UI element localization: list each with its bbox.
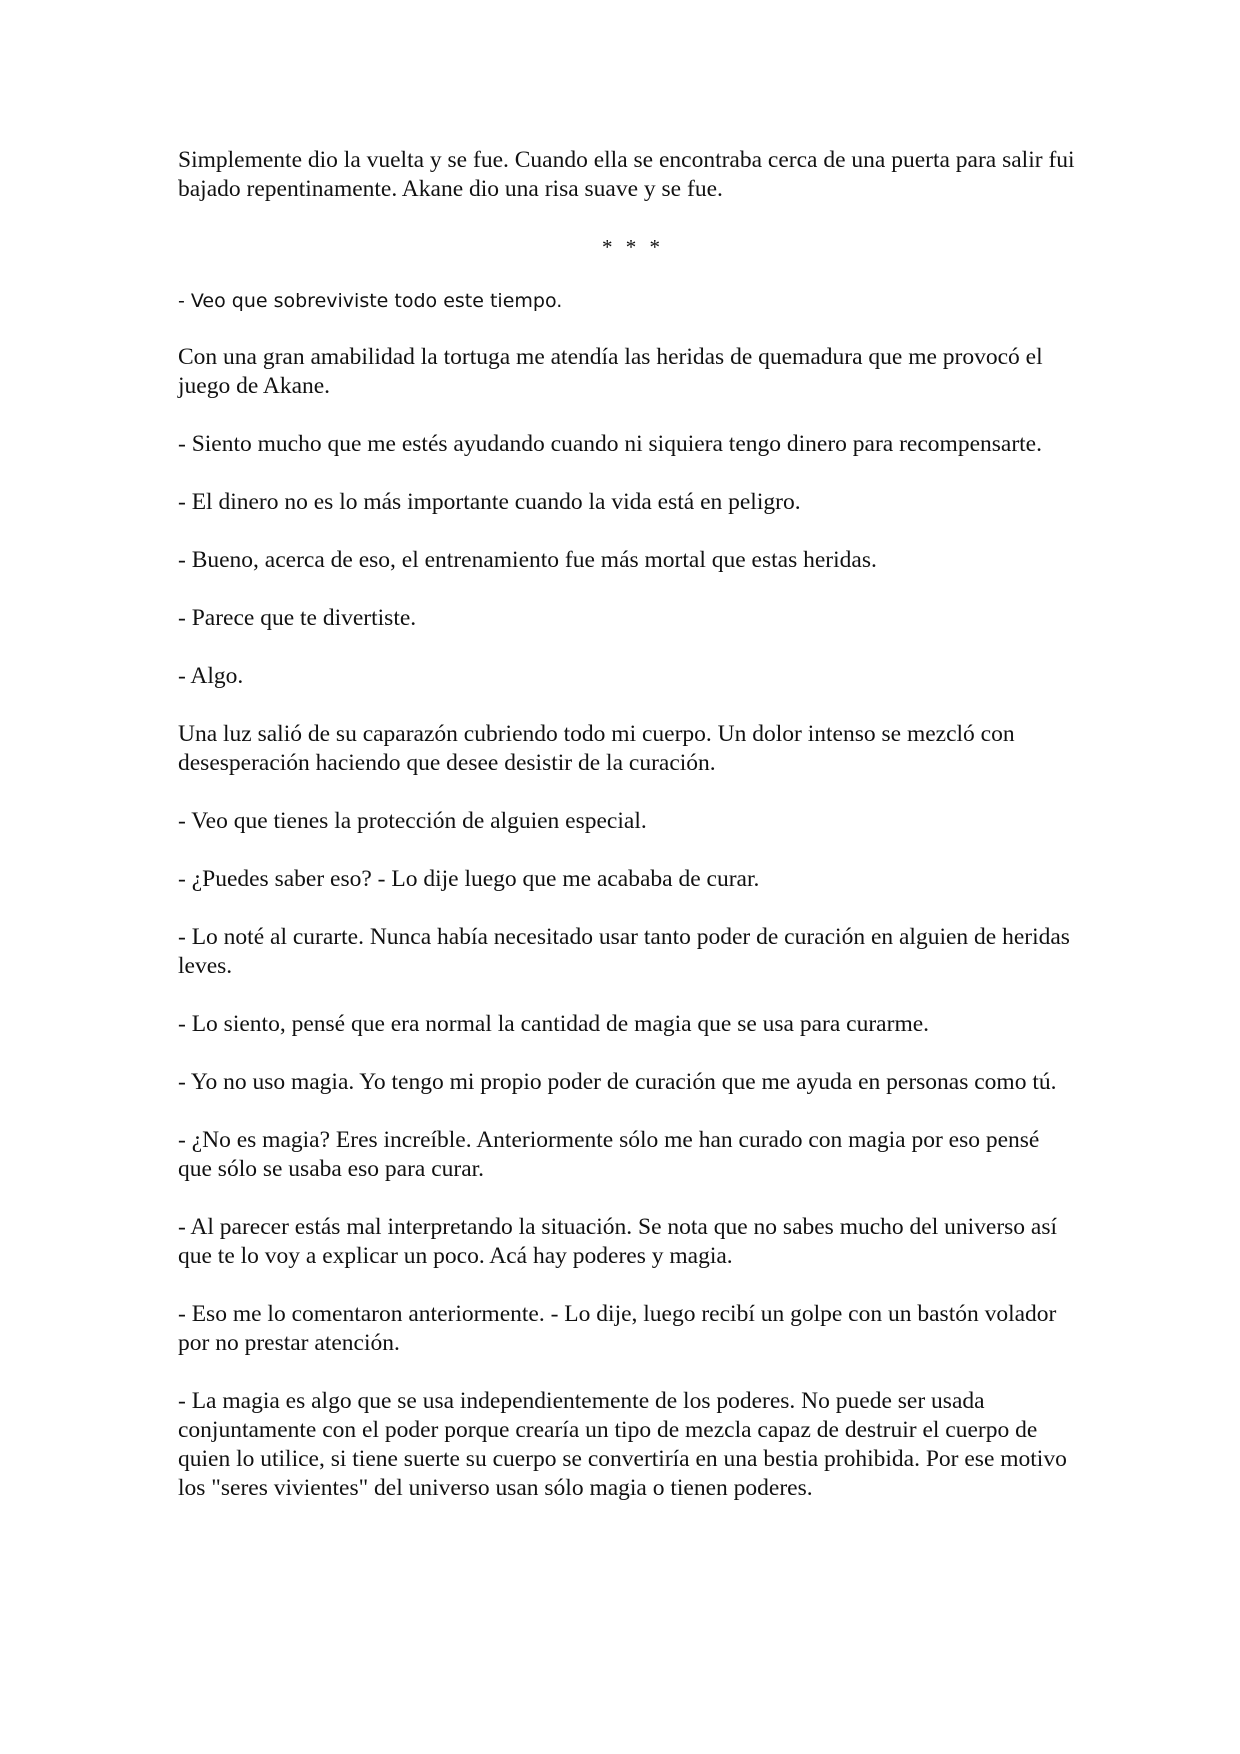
paragraph-6: - Bueno, acerca de eso, el entrenamiento fue más mortal que estas heridas. (178, 547, 877, 573)
paragraph-18: - La magia es algo que se usa independientemente de los poderes. No puede ser usada conjuntamente con el poder porque crearía un tipo de mezcla capaz de destruir el cuerpo de quien lo utilice, si tiene suerte su cuerpo se convertiría en una bestia prohibida. Por ese motivo los "seres vivientes" del universo usan sólo magia o tienen poderes. (178, 1388, 1067, 1501)
paragraph-3: Con una gran amabilidad la tortuga me atendía las heridas de quemadura que me provocó el juego de Akane. (178, 344, 1043, 399)
paragraph-17: - Eso me lo comentaron anteriormente. - Lo dije, luego recibí un golpe con un bastón volador por no prestar atención. (178, 1301, 1057, 1356)
paragraph-5: - El dinero no es lo más importante cuando la vida está en peligro. (178, 489, 801, 515)
paragraph-10: - Veo que tienes la protección de alguien especial. (178, 808, 647, 834)
scene-separator: * * * (602, 235, 664, 259)
paragraph-13: - Lo siento, pensé que era normal la cantidad de magia que se usa para curarme. (178, 1011, 930, 1037)
paragraph-7: - Parece que te divertiste. (178, 605, 417, 631)
paragraph-2: - Veo que sobreviviste todo este tiempo. (178, 290, 563, 312)
paragraph-16: - Al parecer estás mal interpretando la situación. Se nota que no sabes mucho del universo así que te lo voy a explicar un poco. Acá hay poderes y magia. (178, 1214, 1058, 1269)
document-body (178, 146, 1078, 1532)
paragraph-4: - Siento mucho que me estés ayudando cuando ni siquiera tengo dinero para recompensarte. (178, 431, 1042, 457)
paragraph-8: - Algo. (178, 663, 244, 689)
paragraph-14: - Yo no uso magia. Yo tengo mi propio poder de curación que me ayuda en personas como tú. (178, 1069, 1057, 1095)
paragraph-1: Simplemente dio la vuelta y se fue. Cuando ella se encontraba cerca de una puerta para salir fui bajado repentinamente. Akane dio una risa suave y se fue. (178, 147, 1075, 202)
paragraph-11: - ¿Puedes saber eso? - Lo dije luego que me acababa de curar. (178, 866, 760, 892)
paragraph-9: Una luz salió de su caparazón cubriendo todo mi cuerpo. Un dolor intenso se mezcló con desesperación haciendo que desee desistir de la curación. (178, 721, 1015, 776)
paragraph-12: - Lo noté al curarte. Nunca había necesitado usar tanto poder de curación en alguien de heridas leves. (178, 924, 1070, 979)
paragraph-15: - ¿No es magia? Eres increíble. Anteriormente sólo me han curado con magia por eso pensé que sólo se usaba eso para curar. (178, 1127, 1040, 1182)
